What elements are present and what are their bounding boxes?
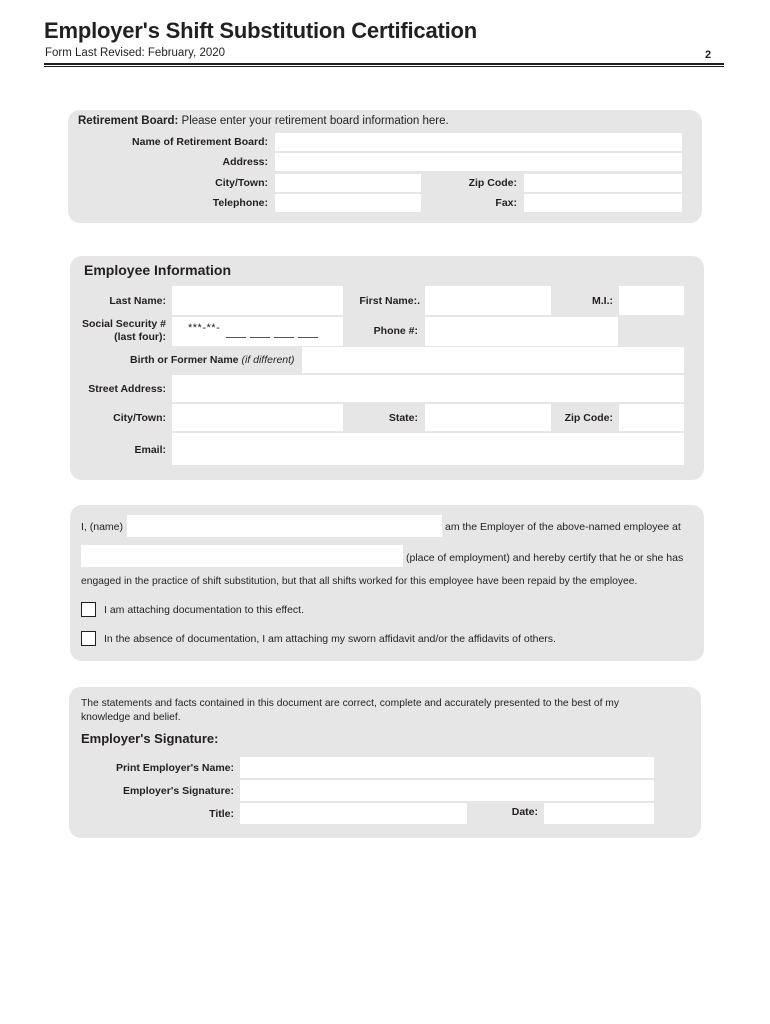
place-statement: (place of employment) and hereby certify that he or she has — [406, 552, 684, 564]
retirement-board-city-label: City/Town: — [215, 177, 268, 189]
retirement-board-fax-label: Fax: — [495, 197, 517, 209]
retirement-board-telephone-field[interactable] — [275, 194, 421, 212]
retirement-board-city-field[interactable] — [275, 174, 421, 192]
title-field[interactable] — [240, 803, 467, 824]
first-name-label: First Name:. — [359, 295, 420, 307]
affidavit-checkbox[interactable] — [81, 631, 96, 646]
ssn-label-line1: Social Security # — [81, 318, 166, 330]
street-address-field[interactable] — [172, 375, 684, 402]
email-field[interactable] — [172, 433, 684, 465]
employee-zip-field[interactable] — [619, 404, 684, 431]
first-name-field[interactable] — [425, 286, 551, 315]
signature-label: Employer's Signature: — [122, 785, 234, 797]
statement-line-1: The statements and facts contained in this document are correct, complete and accurately presented to the best of my — [81, 698, 620, 709]
employee-state-field[interactable] — [425, 404, 551, 431]
ssn-digit-blank — [250, 337, 270, 338]
employer-name-field[interactable] — [127, 515, 442, 537]
street-address-label: Street Address: — [88, 383, 166, 395]
retirement-board-address-field[interactable] — [275, 153, 682, 171]
title-label: Title: — [209, 808, 234, 820]
affidavit-option-label: In the absence of documentation, I am attaching my sworn affidavit and/or the affidavits of others. — [104, 633, 556, 645]
birth-name-label-text: Birth or Former Name — [130, 354, 239, 366]
print-name-field[interactable] — [240, 757, 654, 778]
print-name-label: Print Employer's Name: — [115, 762, 234, 774]
signature-field[interactable] — [240, 780, 654, 801]
employee-zip-label: Zip Code: — [564, 412, 613, 424]
place-of-employment-field[interactable] — [81, 545, 403, 567]
retirement-board-name-label: Name of Retirement Board: — [132, 136, 268, 148]
birth-name-field[interactable] — [302, 347, 684, 373]
practice-statement: engaged in the practice of shift substitution, but that all shifts worked for this employee have been repaid by the employee. — [81, 576, 638, 587]
birth-name-label — [130, 354, 295, 366]
retirement-board-telephone-label: Telephone: — [212, 197, 268, 209]
documentation-option-label: I am attaching documentation to this effect. — [104, 604, 305, 616]
retirement-board-heading-bold: Retirement Board: — [78, 115, 179, 127]
employer-name-prefix: I, (name) — [81, 521, 124, 533]
retirement-board-address-label: Address: — [222, 156, 268, 168]
middle-initial-label: M.I.: — [592, 295, 613, 307]
employer-statement: am the Employer of the above-named employee at — [445, 521, 681, 533]
page-number: 2 — [705, 49, 712, 61]
form-title: Employer's Shift Substitution Certification — [44, 18, 477, 43]
statement-line-2: knowledge and belief. — [81, 712, 181, 723]
employee-city-label: City/Town: — [113, 412, 166, 424]
employee-info-heading: Employee Information — [84, 262, 232, 278]
retirement-board-fax-field[interactable] — [524, 194, 682, 212]
date-field[interactable] — [544, 803, 654, 824]
email-label: Email: — [134, 444, 166, 456]
ssn-digit-blank — [274, 337, 294, 338]
phone-label: Phone #: — [373, 325, 418, 337]
documentation-checkbox[interactable] — [81, 602, 96, 617]
last-name-label: Last Name: — [109, 295, 166, 307]
date-label: Date: — [511, 806, 538, 818]
signature-heading: Employer's Signature: — [81, 731, 219, 746]
header-rule-secondary — [44, 66, 724, 67]
last-name-field[interactable] — [172, 286, 343, 315]
ssn-mask: ***-**- — [188, 322, 221, 334]
employee-city-field[interactable] — [172, 404, 343, 431]
ssn-label-line2: (last four): — [114, 331, 166, 343]
retirement-board-zip-field[interactable] — [524, 174, 682, 192]
ssn-digit-blank — [226, 337, 246, 338]
retirement-board-name-field[interactable] — [275, 133, 682, 151]
ssn-digit-blank — [298, 337, 318, 338]
birth-name-note: (if different) — [241, 354, 295, 366]
retirement-board-heading — [78, 115, 449, 127]
retirement-board-heading-text: Please enter your retirement board information here. — [181, 115, 449, 127]
retirement-board-zip-label: Zip Code: — [468, 177, 517, 189]
header-rule — [44, 63, 724, 65]
phone-field[interactable] — [425, 317, 618, 346]
employee-state-label: State: — [388, 412, 418, 424]
middle-initial-field[interactable] — [619, 286, 684, 315]
revision-date: Form Last Revised: February, 2020 — [45, 47, 226, 59]
